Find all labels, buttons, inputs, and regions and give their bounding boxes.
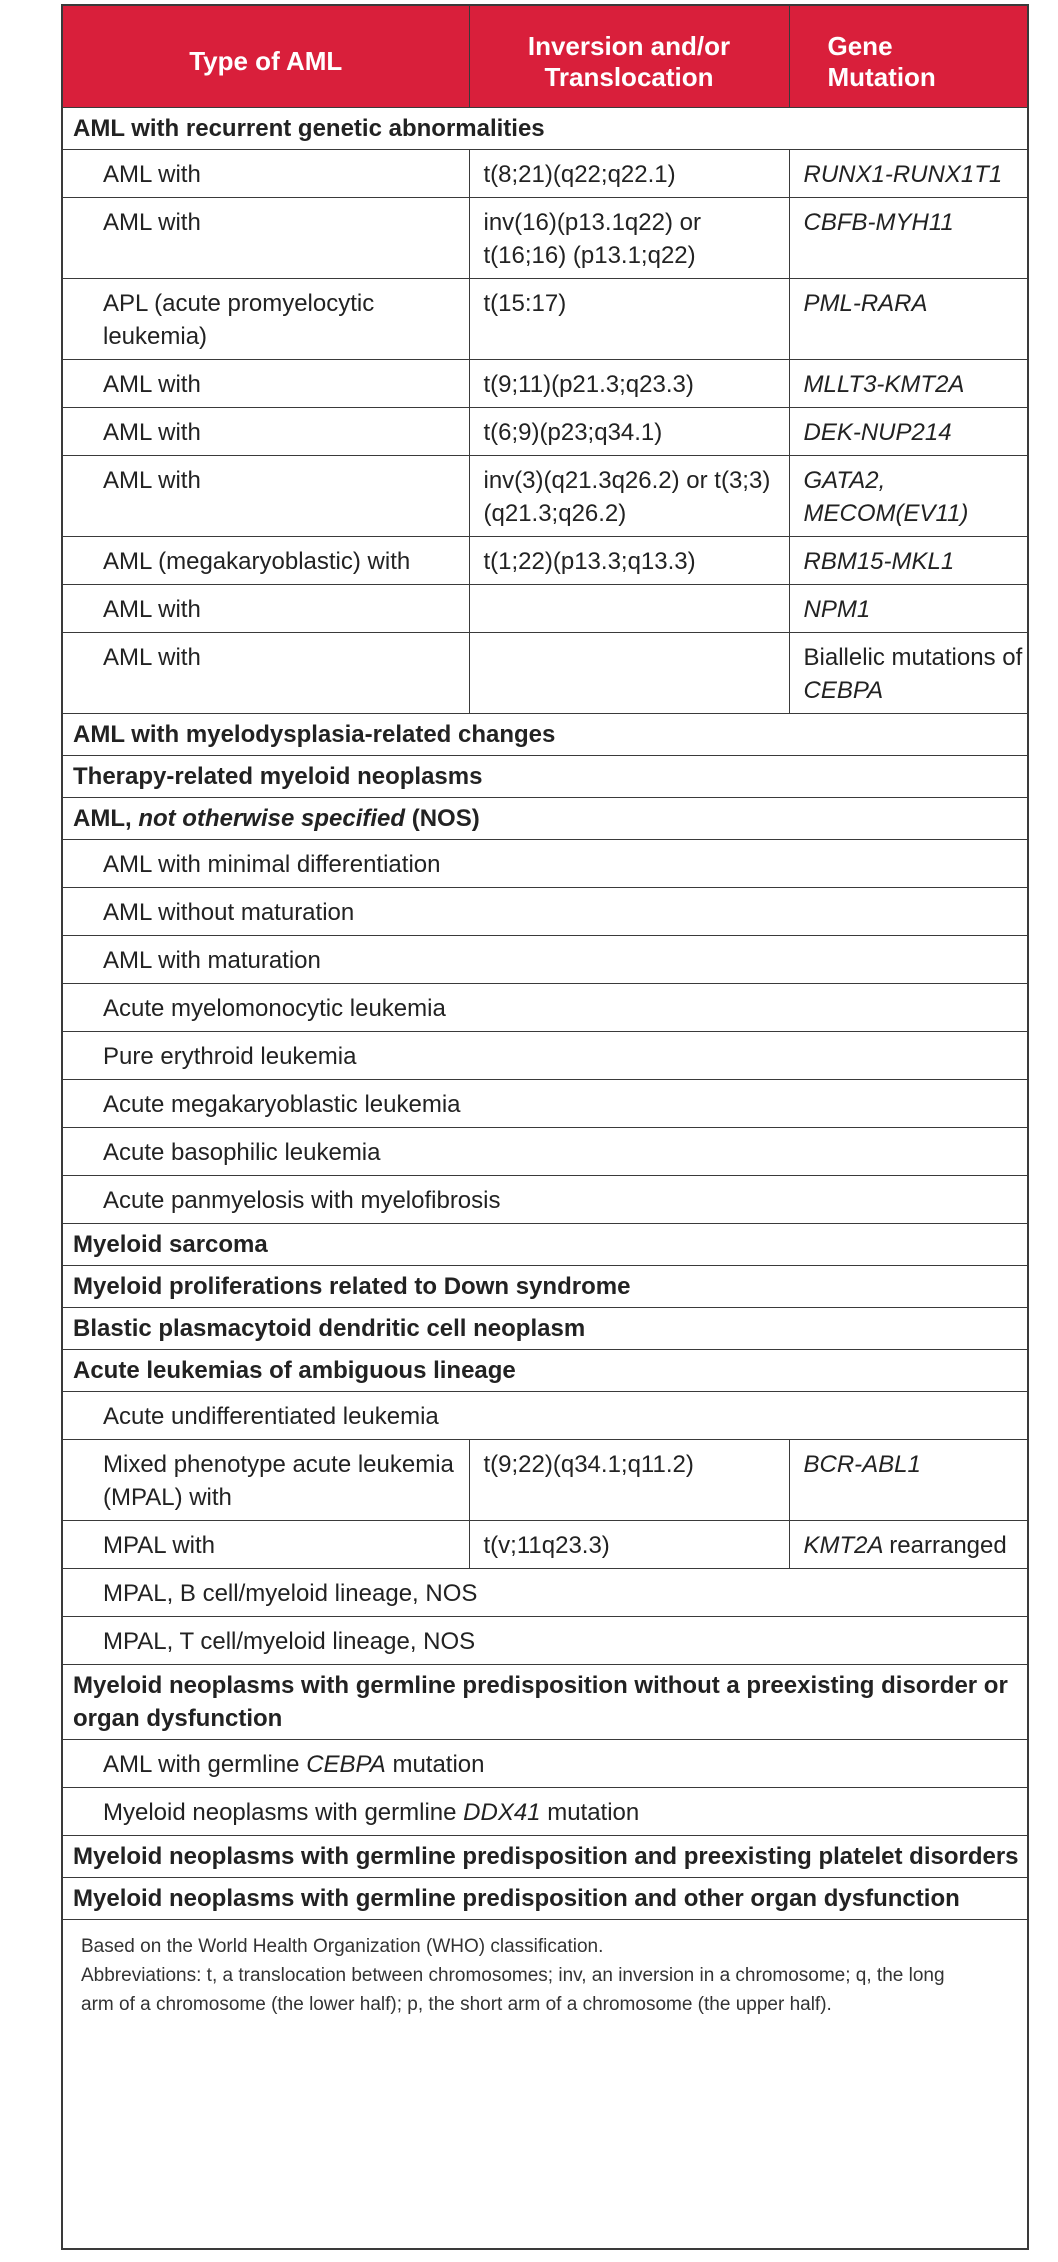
section-title: Myeloid neoplasms with germline predisposition without a preexisting disorder or organ dysfunction	[63, 1665, 1027, 1740]
list-item: AML with maturation	[63, 936, 1027, 984]
section-title: Myeloid sarcoma	[63, 1224, 1027, 1266]
table-row	[63, 537, 1027, 585]
gene-cell: RBM15-MKL1	[789, 537, 1027, 585]
item-gene: CEBPA	[306, 1751, 386, 1778]
list-item: Acute undifferentiated leukemia	[63, 1392, 1027, 1440]
aml-type-cell: AML with	[63, 408, 469, 456]
section-title: AML with myelodysplasia-related changes	[63, 714, 1027, 756]
header-row	[63, 6, 1027, 108]
section-title: Myeloid neoplasms with germline predisposition and other organ dysfunction	[63, 1878, 1027, 1920]
gene-cell	[789, 1521, 1027, 1569]
aml-classification-table-frame	[61, 4, 1029, 2250]
section-title-part: AML,	[73, 805, 139, 832]
gene-cell: CBFB-MYH11	[789, 198, 1027, 279]
section-title	[63, 798, 1027, 840]
section-title: Acute leukemias of ambiguous lineage	[63, 1350, 1027, 1392]
table-row	[63, 1521, 1027, 1569]
table-row	[63, 1440, 1027, 1521]
gene-cell: RUNX1-RUNX1T1	[789, 150, 1027, 198]
table-row	[63, 198, 1027, 279]
notes-source: Based on the World Health Organization (WHO) classification.	[81, 1936, 604, 1957]
gene-cell: PML-RARA	[789, 279, 1027, 360]
aml-type-cell: AML with	[63, 150, 469, 198]
section-title-italic: not otherwise specified	[138, 805, 406, 832]
inversion-cell: inv(16)(p13.1q22) or t(16;16) (p13.1;q22)	[469, 198, 789, 279]
section-title-part: (NOS)	[405, 805, 480, 832]
list-item: Acute megakaryoblastic leukemia	[63, 1080, 1027, 1128]
table-row	[63, 360, 1027, 408]
table-notes	[63, 1920, 1027, 2109]
table-row	[63, 150, 1027, 198]
table-row	[63, 585, 1027, 633]
aml-type-cell: MPAL with	[63, 1521, 469, 1569]
list-item: Acute panmyelosis with myelofibrosis	[63, 1176, 1027, 1224]
section-title: Blastic plasmacytoid dendritic cell neoplasm	[63, 1308, 1027, 1350]
inversion-cell: t(6;9)(p23;q34.1)	[469, 408, 789, 456]
gene-cell: NPM1	[789, 585, 1027, 633]
header-gene-mutation: Gene Mutation	[789, 6, 1027, 108]
aml-type-cell: AML with	[63, 360, 469, 408]
list-item: Acute myelomonocytic leukemia	[63, 984, 1027, 1032]
aml-type-cell: APL (acute promyelocytic leukemia)	[63, 279, 469, 360]
item-text: Myeloid neoplasms with germline	[103, 1799, 464, 1826]
inversion-cell: t(9;22)(q34.1;q11.2)	[469, 1440, 789, 1521]
aml-type-cell: AML with	[63, 585, 469, 633]
gene-cell: BCR-ABL1	[789, 1440, 1027, 1521]
header-type-of-aml: Type of AML	[63, 6, 469, 108]
aml-type-cell: AML with	[63, 633, 469, 714]
gene-suffix: rearranged	[889, 1532, 1007, 1559]
item-gene: DDX41	[463, 1799, 541, 1826]
inversion-cell: t(8;21)(q22;q22.1)	[469, 150, 789, 198]
gene-name: CEBPA	[803, 677, 884, 704]
table-row	[63, 456, 1027, 537]
list-item: AML with minimal differentiation	[63, 840, 1027, 888]
inversion-cell: t(1;22)(p13.3;q13.3)	[469, 537, 789, 585]
section-title: Therapy-related myeloid neoplasms	[63, 756, 1027, 798]
item-text: mutation	[540, 1799, 640, 1826]
gene-prefix: Biallelic mutations of	[803, 644, 1023, 671]
inversion-cell: t(v;11q23.3)	[469, 1521, 789, 1569]
table-row	[63, 279, 1027, 360]
gene-name: KMT2A	[803, 1532, 883, 1559]
gene-cell: DEK-NUP214	[789, 408, 1027, 456]
gene-cell	[789, 633, 1027, 714]
table-row	[63, 633, 1027, 714]
notes-abbreviations: Abbreviations: t, a translocation between chromosomes; inv, an inversion in a chromosome; q, the long arm of a chromosome (the lower half); p, the short arm of a chromosome (the upper half).	[81, 1965, 945, 2015]
aml-type-cell: Mixed phenotype acute leukemia (MPAL) with	[63, 1440, 469, 1521]
item-text: mutation	[385, 1751, 485, 1778]
table-row	[63, 408, 1027, 456]
gene-cell: MLLT3-KMT2A	[789, 360, 1027, 408]
list-item	[63, 1740, 1027, 1788]
inversion-cell: t(9;11)(p21.3;q23.3)	[469, 360, 789, 408]
inversion-cell: inv(3)(q21.3q26.2) or t(3;3) (q21.3;q26.2)	[469, 456, 789, 537]
aml-type-cell: AML with	[63, 198, 469, 279]
aml-classification-table	[63, 6, 1027, 2108]
gene-cell: GATA2, MECOM(EV11)	[789, 456, 1027, 537]
inversion-cell	[469, 585, 789, 633]
section-title: Myeloid proliferations related to Down syndrome	[63, 1266, 1027, 1308]
section-title: AML with recurrent genetic abnormalities	[63, 108, 1027, 150]
item-text: AML with germline	[103, 1751, 307, 1778]
list-item: Acute basophilic leukemia	[63, 1128, 1027, 1176]
list-item: MPAL, B cell/myeloid lineage, NOS	[63, 1569, 1027, 1617]
list-item	[63, 1788, 1027, 1836]
list-item: MPAL, T cell/myeloid lineage, NOS	[63, 1617, 1027, 1665]
aml-type-cell: AML with	[63, 456, 469, 537]
aml-type-cell: AML (megakaryoblastic) with	[63, 537, 469, 585]
section-title: Myeloid neoplasms with germline predisposition and preexisting platelet disorders	[63, 1836, 1027, 1878]
list-item: AML without maturation	[63, 888, 1027, 936]
inversion-cell	[469, 633, 789, 714]
inversion-cell: t(15:17)	[469, 279, 789, 360]
list-item: Pure erythroid leukemia	[63, 1032, 1027, 1080]
header-inversion-translocation: Inversion and/or Translocation	[469, 6, 789, 108]
